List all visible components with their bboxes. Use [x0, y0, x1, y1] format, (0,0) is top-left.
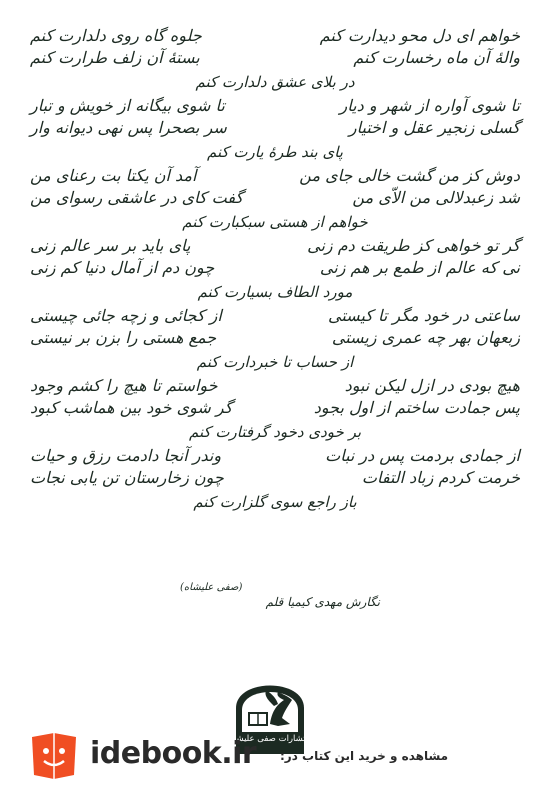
hemistich-second: پای باید بر سر عالم زنی [30, 236, 191, 255]
couplet [30, 258, 520, 280]
hemistich-second: بستهٔ آن زلف طرارت کنم [30, 48, 200, 67]
hemistich-second: آمد آن یکتا بت رعنای من [30, 166, 197, 185]
calligrapher-signature: نگارش مهدی کیمیا قلم [265, 595, 380, 609]
hemistich-second: چون دم از آمال دنیا کم زنی [30, 258, 215, 277]
refrain: خواهم از هستی سبکبارت کنم [182, 213, 368, 231]
couplet [30, 306, 520, 328]
hemistich-first: گر تو خواهی کز طریقت دم زنی [307, 236, 520, 255]
hemistich-second: چون زخارستان تن یابی نجات [30, 468, 224, 487]
hemistich-second: گفت کای در عاشقی رسوای من [30, 188, 244, 207]
couplet [30, 468, 520, 490]
refrain: از حساب تا خبردارت کنم [196, 353, 354, 371]
site-watermark [12, 723, 542, 785]
refrain: پای بند طرهٔ یارت کنم [207, 143, 343, 161]
watermark-brand[interactable]: idebook.ir [90, 736, 257, 771]
couplet [30, 26, 520, 48]
hemistich-second: سر بصحرا پس نهی دیوانه وار [30, 118, 227, 137]
stanza [30, 96, 520, 163]
couplet [30, 96, 520, 118]
hemistich-first: شد زعبدلالی من الاّی من [352, 188, 520, 207]
couplet [30, 236, 520, 258]
hemistich-first: زبعهان بهر چه عمری زیستی [331, 328, 520, 347]
hemistich-first: تا شوی آواره از شهر و دیار [339, 96, 520, 115]
stanza [30, 236, 520, 303]
couplet [30, 48, 520, 70]
stanza [30, 26, 520, 93]
hemistich-first: پس جمادت ساختم از اول بجود [313, 398, 520, 417]
poem [30, 26, 520, 516]
refrain: باز راجع سوی گلزارت کنم [193, 493, 357, 511]
hemistich-first: گسلی زنجیر عقل و اختیار [348, 118, 520, 137]
couplet [30, 398, 520, 420]
stanza [30, 306, 520, 373]
couplet [30, 376, 520, 398]
couplet [30, 118, 520, 140]
hemistich-second: تا شوی بیگانه از خویش و تبار [30, 96, 225, 115]
stanza [30, 446, 520, 513]
hemistich-second: خواستم تا هیچ را کشم وجود [30, 376, 218, 395]
refrain: در بلای عشق دلدارت کنم [195, 73, 355, 91]
hemistich-second: جلوه گاه روی دلدارت کنم [30, 26, 202, 45]
hemistich-first: هیچ بودی در ازل لیکن نبود [344, 376, 520, 395]
hemistich-first: از جمادی بردمت پس در نبات [325, 446, 520, 465]
hemistich-first: والهٔ آن ماه رخسارت کنم [353, 48, 520, 67]
stanza [30, 376, 520, 443]
couplet [30, 188, 520, 210]
signature-block [180, 582, 380, 609]
hemistich-first: خرمت کردم زباد التفات [361, 468, 520, 487]
couplet [30, 446, 520, 468]
couplet [30, 328, 520, 350]
hemistich-second: از کجائی و زچه جائی چیستی [30, 306, 222, 325]
hemistich-first: خواهم ای دل محو دیدارت کنم [319, 26, 520, 45]
attribution-note: (صفی علیشاه) [180, 582, 243, 593]
seal-caption: انتشارات صفی علیشاه [229, 734, 311, 744]
refrain: بر خودی دخود گرفتارت کنم [188, 423, 362, 441]
watermark-tagline: مشاهده و خرید این کتاب در: [280, 749, 449, 763]
hemistich-second: گر شوی خود بین هماشب کبود [30, 398, 233, 417]
refrain: مورد الطاف بسیارت کنم [197, 283, 353, 301]
hemistich-first: ساعتی در خود مگر تا کیستی [328, 306, 520, 325]
couplet [30, 166, 520, 188]
hemistich-first: دوش کز من گشت خالی جای من [299, 166, 520, 185]
stanza [30, 166, 520, 233]
hemistich-first: نی که عالم از طمع بر هم زنی [319, 258, 520, 277]
hemistich-second: جمع هستی را بزن بر نیستی [30, 328, 217, 347]
book-face-logo-icon [24, 727, 84, 783]
hemistich-second: وندر آنجا دادمت رزق و حیات [30, 446, 222, 465]
